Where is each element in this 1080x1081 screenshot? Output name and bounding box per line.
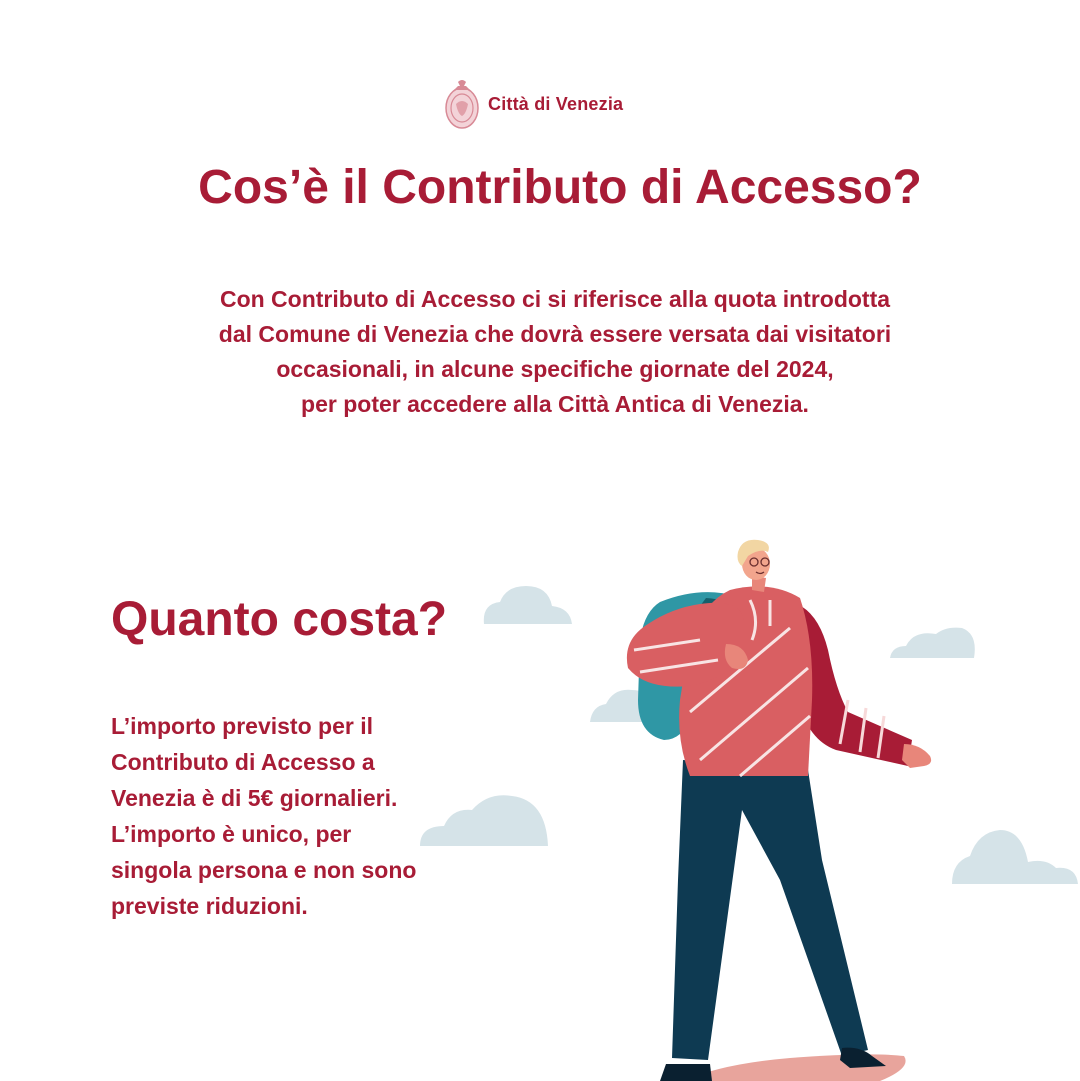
cloud-icon [890, 628, 975, 658]
cost-line: L’importo previsto per il [111, 713, 373, 739]
cost-line: Contributo di Accesso a [111, 749, 375, 775]
brand-name: Città di Venezia [488, 93, 624, 114]
trousers-shape [672, 760, 868, 1060]
brand-header [444, 78, 623, 130]
backpack-shape [638, 592, 746, 740]
page-title: Cos’è il Contributo di Accesso? [198, 161, 922, 214]
cost-line: L’importo è unico, per [111, 821, 352, 847]
cloud-icon [590, 690, 652, 722]
intro-line: occasionali, in alcune specifiche giornate del 2024, [276, 356, 834, 382]
cost-line: Venezia è di 5€ giornalieri. [111, 785, 398, 811]
cloud-icon [484, 586, 572, 624]
sweater-shape [679, 586, 812, 776]
cost-paragraph [111, 708, 416, 924]
intro-line: dal Comune di Venezia che dovrà essere versata dai visitatori [218, 321, 892, 347]
cloud-icon [952, 830, 1078, 884]
intro-paragraph [140, 282, 970, 422]
head-shape [738, 540, 771, 580]
cost-line: singola persona e non sono [111, 857, 417, 883]
venice-crest-icon [444, 78, 480, 130]
intro-line: Con Contributo di Accesso ci si riferisce alla quota introdotta [219, 286, 891, 312]
cloud-icon [420, 795, 548, 846]
cost-line: previste riduzioni. [111, 893, 308, 919]
intro-line: per poter accedere alla Città Antica di Venezia. [301, 391, 809, 417]
section-title-cost: Quanto costa? [111, 593, 448, 646]
